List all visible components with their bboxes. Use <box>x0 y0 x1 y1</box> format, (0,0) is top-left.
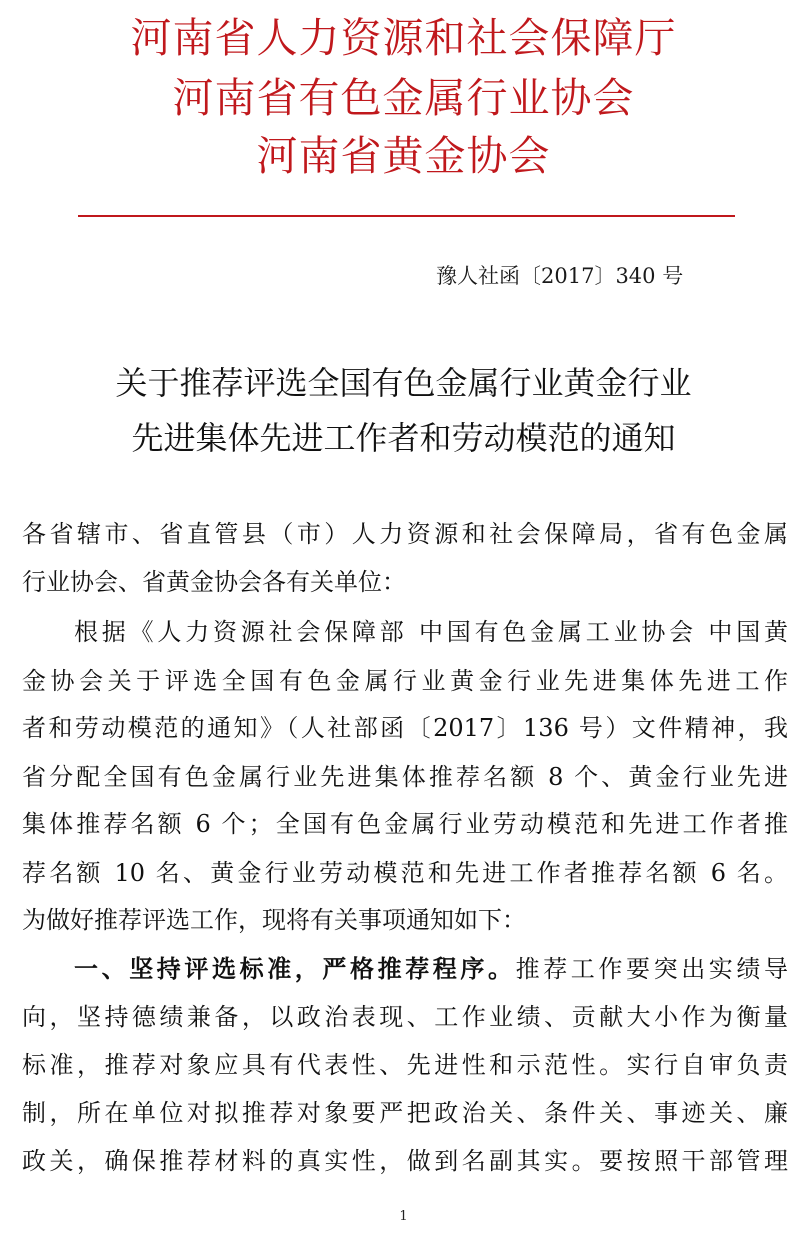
header-org-nonferrous: 河南省有色金属行业协会 <box>172 74 635 122</box>
document-number: 豫人社函〔2017〕340 号 <box>436 264 684 288</box>
header-divider <box>78 215 735 217</box>
section-1-line-4: 制，所在单位对拟推荐对象要严把政治关、条件关、事迹关、廉 <box>22 1099 788 1127</box>
salutation-line-1: 各省辖市、省直管县（市）人力资源和社会保障局，省有色金属 <box>22 520 788 548</box>
paragraph-1-line-1: 根据《人力资源社会保障部 中国有色金属工业协会 中国黄 <box>74 618 788 646</box>
header-org-hrss: 河南省人力资源和社会保障厅 <box>130 14 677 62</box>
paragraph-1-line-5: 集体推荐名额 6 个；全国有色金属行业劳动模范和先进工作者推 <box>22 810 788 838</box>
document-title-line-1: 关于推荐评选全国有色金属行业黄金行业 <box>115 364 692 402</box>
section-1-line-3: 标准，推荐对象应具有代表性、先进性和示范性。实行自审负责 <box>22 1051 788 1079</box>
paragraph-1-line-7: 为做好推荐评选工作，现将有关事项通知如下： <box>22 906 526 934</box>
paragraph-1-line-3: 者和劳动模范的通知》（人社部函〔2017〕136 号）文件精神，我 <box>22 714 788 742</box>
section-1-heading: 一、坚持评选标准，严格推荐程序。 <box>74 955 516 983</box>
paragraph-1-line-4: 省分配全国有色金属行业先进集体推荐名额 8 个、黄金行业先进 <box>22 763 788 791</box>
paragraph-1-line-2: 金协会关于评选全国有色金属行业黄金行业先进集体先进工作 <box>22 667 788 695</box>
document-title-line-2: 先进集体先进工作者和劳动模范的通知 <box>131 419 676 457</box>
salutation-line-2: 行业协会、省黄金协会各有关单位： <box>22 568 406 596</box>
section-1-line-1-text: 推荐工作要突出实绩导 <box>515 955 789 983</box>
section-1-line-1 <box>74 953 788 985</box>
section-1-line-5: 政关，确保推荐材料的真实性，做到名副其实。要按照干部管理 <box>22 1147 788 1175</box>
header-org-gold: 河南省黄金协会 <box>256 132 551 180</box>
page-number: 1 <box>399 1209 408 1224</box>
paragraph-1-line-6: 荐名额 10 名、黄金行业劳动模范和先进工作者推荐名额 6 名。 <box>22 859 788 887</box>
section-1-line-2: 向，坚持德绩兼备，以政治表现、工作业绩、贡献大小作为衡量 <box>22 1003 788 1031</box>
